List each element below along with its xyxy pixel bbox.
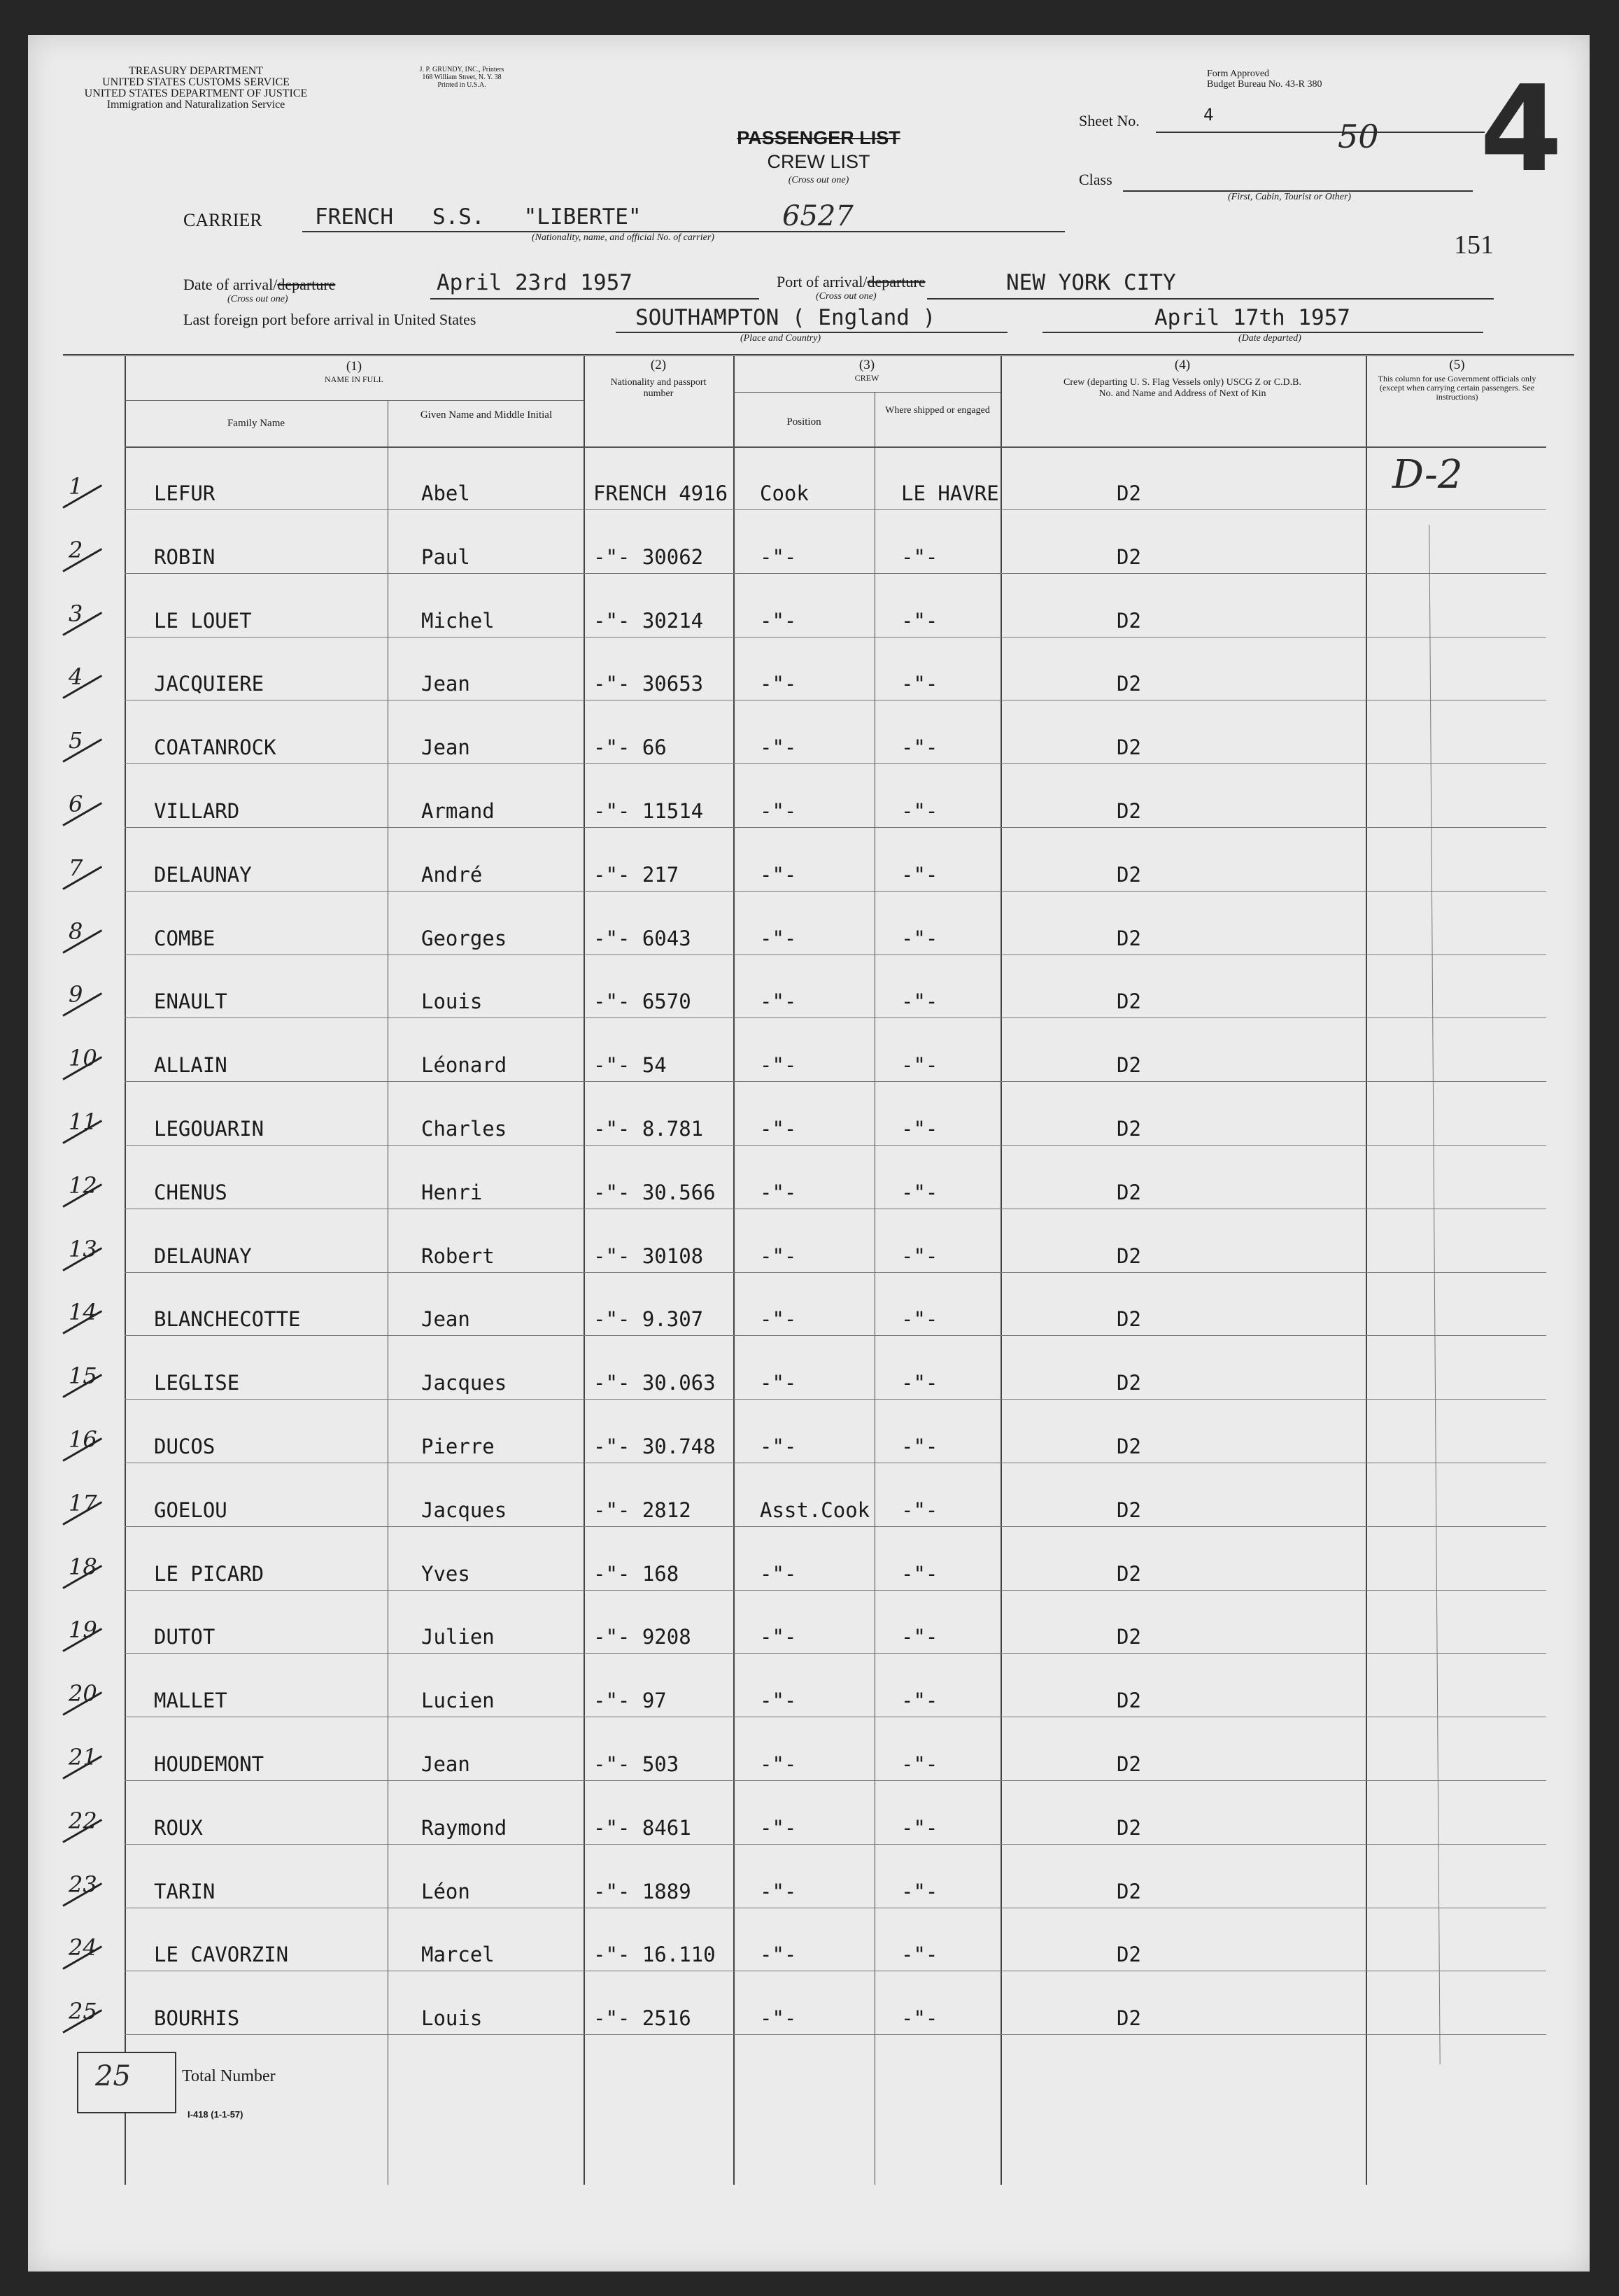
given-name-cell: Jacques <box>421 1498 507 1522</box>
carrier-label: CARRIER <box>183 210 262 230</box>
date-departure-struck: departure <box>277 276 336 293</box>
port-hint: (Cross out one) <box>816 291 877 302</box>
shipped-cell: -"- <box>901 1435 938 1458</box>
shipped-cell: -"- <box>901 1625 938 1649</box>
row-number: 11 <box>69 1108 97 1135</box>
passport-cell: -"- 54 <box>593 1053 667 1078</box>
col3-heading <box>733 358 1001 385</box>
shipped-cell: -"- <box>901 1498 938 1522</box>
row-number: 20 <box>69 1680 97 1707</box>
position-cell: -"- <box>760 1180 797 1204</box>
shipped-cell: -"- <box>901 1752 938 1776</box>
next-of-kin-cell: D2 <box>1117 481 1141 505</box>
row-rule <box>125 637 1546 638</box>
col5-handwritten: D-2 <box>1392 452 1463 498</box>
next-of-kin-cell: D2 <box>1117 1815 1141 1840</box>
row-number: 4 <box>69 663 83 691</box>
next-of-kin-cell: D2 <box>1117 672 1141 696</box>
passport-cell: -"- 30062 <box>593 544 704 569</box>
position-cell: -"- <box>760 1689 797 1713</box>
family-name-cell: BLANCHECOTTE <box>154 1307 301 1332</box>
row-rule <box>125 1399 1546 1400</box>
family-name-cell: ALLAIN <box>154 1053 227 1078</box>
row-number: 8 <box>69 917 83 945</box>
cross-out-hint: (Cross out one) <box>788 175 849 185</box>
next-of-kin-cell: D2 <box>1117 1561 1141 1586</box>
family-name-cell: DUCOS <box>154 1435 215 1458</box>
passport-cell: -"- 8.781 <box>593 1117 704 1141</box>
shipped-cell: -"- <box>901 862 938 887</box>
position-cell: -"- <box>760 1943 797 1967</box>
given-name-cell: Julien <box>421 1625 495 1649</box>
row-rule <box>125 891 1546 892</box>
row-number: 18 <box>69 1553 97 1580</box>
position-cell: -"- <box>760 989 797 1014</box>
family-name-cell: LEGOUARIN <box>154 1117 264 1141</box>
passport-cell: -"- 1889 <box>593 1879 691 1903</box>
shipped-cell: -"- <box>901 799 938 823</box>
printer-block <box>392 66 532 89</box>
passport-cell: -"- 30.063 <box>593 1371 716 1395</box>
family-name-cell: LE LOUET <box>154 608 252 633</box>
sheet-label: Sheet No. <box>1079 112 1140 129</box>
position-cell: -"- <box>760 862 797 887</box>
row-number: 13 <box>69 1235 97 1262</box>
row-number: 1 <box>69 473 83 500</box>
given-name-cell: Jean <box>421 1752 470 1776</box>
family-name-cell: COMBE <box>154 926 215 950</box>
row-rule <box>125 1526 1546 1527</box>
position-cell: -"- <box>760 926 797 950</box>
passport-cell: -"- 2516 <box>593 2006 691 2031</box>
position-cell: -"- <box>760 1307 797 1332</box>
col3-subhead-rule <box>733 392 1001 393</box>
agency-line: TREASURY DEPARTMENT <box>128 65 264 77</box>
given-name-cell: Armand <box>421 799 495 823</box>
position-cell: Cook <box>760 481 809 505</box>
sheet-underline <box>1156 132 1485 133</box>
shipped-cell: -"- <box>901 1053 938 1078</box>
col3b-heading: Where shipped or engaged <box>885 405 990 416</box>
family-name-cell: BOURHIS <box>154 2006 240 2031</box>
row-rule <box>125 763 1546 764</box>
given-name-cell: Raymond <box>421 1815 507 1840</box>
sheet-handwritten: 50 <box>1338 118 1379 155</box>
family-name-cell: LE CAVORZIN <box>154 1943 289 1967</box>
next-of-kin-cell: D2 <box>1117 1244 1141 1268</box>
given-name-cell: Jacques <box>421 1371 507 1395</box>
passport-cell: -"- 30.566 <box>593 1180 716 1204</box>
next-of-kin-cell: D2 <box>1117 1689 1141 1713</box>
family-name-cell: JACQUIERE <box>154 672 264 696</box>
row-number: 22 <box>69 1807 97 1834</box>
date-departed-hint: (Date departed) <box>1238 333 1301 344</box>
date-arrival-label <box>183 276 335 294</box>
family-name-cell: MALLET <box>154 1689 227 1713</box>
position-cell: -"- <box>760 1879 797 1903</box>
shipped-cell: -"- <box>901 926 938 950</box>
col1-number: (1) <box>346 359 362 374</box>
position-cell: -"- <box>760 672 797 696</box>
col4-title: Crew (departing U. S. Flag Vessels only) USCG Z or C.D.B. No. and Name and Address of Next of Kin <box>1063 377 1302 399</box>
agency-block <box>70 66 322 111</box>
shipped-cell: -"- <box>901 1561 938 1586</box>
col5-title: This column for use Government officials only (except when carrying certain passengers. See instructions) <box>1378 374 1536 402</box>
col4-number: (4) <box>1174 358 1191 372</box>
given-name-cell: Louis <box>421 2006 483 2031</box>
passport-cell: -"- 503 <box>593 1752 679 1776</box>
col5-number: (5) <box>1449 358 1465 372</box>
next-of-kin-cell: D2 <box>1117 989 1141 1014</box>
position-cell: -"- <box>760 1117 797 1141</box>
passenger-list-title: PASSENGER LIST <box>737 127 900 148</box>
given-name-cell: Léon <box>421 1879 470 1903</box>
col2-heading <box>588 358 729 400</box>
shipped-cell: -"- <box>901 2006 938 2031</box>
position-cell: -"- <box>760 735 797 760</box>
col1-heading <box>125 360 584 386</box>
col-divider <box>125 355 126 2185</box>
position-cell: -"- <box>760 608 797 633</box>
shipped-cell: -"- <box>901 544 938 569</box>
passport-cell: -"- 9.307 <box>593 1307 704 1332</box>
last-port-value: SOUTHAMPTON ( England ) <box>635 305 936 330</box>
agency-line: Immigration and Naturalization Service <box>106 99 285 111</box>
total-label: Total Number <box>182 2067 276 2085</box>
row-rule <box>125 573 1546 574</box>
port-departure-struck: departure <box>867 273 926 290</box>
next-of-kin-cell: D2 <box>1117 1879 1141 1903</box>
row-rule <box>125 1272 1546 1273</box>
shipped-cell: -"- <box>901 1943 938 1967</box>
printer-line: J. P. GRUNDY, INC., Printers <box>419 66 504 73</box>
given-name-cell: Jean <box>421 1307 470 1332</box>
next-of-kin-cell: D2 <box>1117 1943 1141 1967</box>
passport-cell: FRENCH 4916 <box>593 481 728 505</box>
passport-cell: -"- 2812 <box>593 1498 691 1522</box>
date-arrival-value: April 23rd 1957 <box>437 270 632 295</box>
row-rule <box>125 1017 1546 1018</box>
class-label: Class <box>1079 171 1112 188</box>
date-arrival-underline <box>430 298 759 300</box>
col2-title: Nationality and passport number <box>610 377 707 399</box>
given-name-cell: Louis <box>421 989 483 1014</box>
row-rule <box>125 1590 1546 1591</box>
family-name-cell: VILLARD <box>154 799 240 823</box>
family-name-cell: DELAUNAY <box>154 862 252 887</box>
next-of-kin-cell: D2 <box>1117 1307 1141 1332</box>
form-code: I-418 (1-1-57) <box>188 2109 243 2120</box>
shipped-cell: -"- <box>901 989 938 1014</box>
given-name-cell: André <box>421 862 483 887</box>
col-divider <box>1001 355 1002 2185</box>
row-number: 5 <box>69 727 83 754</box>
col4-heading <box>1063 358 1301 400</box>
shipped-cell: -"- <box>901 735 938 760</box>
given-name-cell: Robert <box>421 1244 495 1268</box>
port-arrival-text: Port of arrival/ <box>777 273 868 290</box>
table-top-rule <box>63 354 1574 356</box>
given-name-cell: Paul <box>421 544 470 569</box>
row-number: 19 <box>69 1617 97 1644</box>
row-rule <box>125 1844 1546 1845</box>
row-number: 16 <box>69 1426 97 1453</box>
family-name-cell: LEFUR <box>154 481 215 505</box>
next-of-kin-cell: D2 <box>1117 1180 1141 1204</box>
shipped-cell: -"- <box>901 1117 938 1141</box>
next-of-kin-cell: D2 <box>1117 1435 1141 1458</box>
family-name-cell: COATANROCK <box>154 735 276 760</box>
row-number: 21 <box>69 1744 97 1770</box>
given-name-cell: Charles <box>421 1117 507 1141</box>
col3a-heading: Position <box>786 416 821 428</box>
given-name-cell: Lucien <box>421 1689 495 1713</box>
given-name-cell: Abel <box>421 481 470 505</box>
given-name-cell: Marcel <box>421 1943 495 1967</box>
page-number: 151 <box>1454 230 1494 260</box>
carrier-hint: (Nationality, name, and official No. of carrier) <box>532 232 714 243</box>
passport-cell: -"- 8461 <box>593 1815 691 1840</box>
passport-cell: -"- 6570 <box>593 989 691 1014</box>
total-value: 25 <box>95 2060 131 2092</box>
col2-number: (2) <box>650 358 667 372</box>
next-of-kin-cell: D2 <box>1117 862 1141 887</box>
next-of-kin-cell: D2 <box>1117 1498 1141 1522</box>
shipped-cell: -"- <box>901 1244 938 1268</box>
family-name-cell: TARIN <box>154 1879 215 1903</box>
row-number: 9 <box>69 981 83 1008</box>
row-rule <box>125 1081 1546 1082</box>
col-divider <box>1366 355 1367 2185</box>
passport-cell: -"- 217 <box>593 862 679 887</box>
shipped-cell: -"- <box>901 1815 938 1840</box>
col-divider <box>733 355 735 2185</box>
position-cell: -"- <box>760 1625 797 1649</box>
position-cell: -"- <box>760 1435 797 1458</box>
row-number: 17 <box>69 1489 97 1516</box>
crew-list-title: CREW LIST <box>767 151 870 172</box>
next-of-kin-cell: D2 <box>1117 608 1141 633</box>
class-hint: (First, Cabin, Tourist or Other) <box>1228 192 1352 202</box>
passport-cell: -"- 97 <box>593 1689 667 1713</box>
given-name-cell: Henri <box>421 1180 483 1204</box>
passport-cell: -"- 30108 <box>593 1244 704 1268</box>
last-port-hint: (Place and Country) <box>740 333 821 344</box>
family-name-cell: DELAUNAY <box>154 1244 252 1268</box>
row-rule <box>125 1780 1546 1781</box>
port-arrival-underline <box>927 298 1494 300</box>
position-cell: -"- <box>760 799 797 823</box>
next-of-kin-cell: D2 <box>1117 1117 1141 1141</box>
position-cell: -"- <box>760 1053 797 1078</box>
family-name-cell: CHENUS <box>154 1180 227 1204</box>
document-page <box>28 35 1590 2272</box>
printer-line: 168 William Street, N. Y. 38 <box>422 73 502 81</box>
date-departed-value: April 17th 1957 <box>1154 305 1350 330</box>
given-name-cell: Yves <box>421 1561 470 1586</box>
big-sheet-number: 4 <box>1480 60 1563 199</box>
shipped-cell: -"- <box>901 1879 938 1903</box>
row-number: 10 <box>69 1045 97 1072</box>
family-name-cell: LEGLISE <box>154 1371 240 1395</box>
family-name-cell: HOUDEMONT <box>154 1752 264 1776</box>
date-arrival-text: Date of arrival/ <box>183 276 278 293</box>
row-rule <box>125 1335 1546 1336</box>
given-name-cell: Pierre <box>421 1435 495 1458</box>
sheet-number: 4 <box>1203 105 1214 125</box>
next-of-kin-cell: D2 <box>1117 735 1141 760</box>
row-rule <box>125 1145 1546 1146</box>
position-cell: -"- <box>760 1752 797 1776</box>
family-name-cell: LE PICARD <box>154 1561 264 1586</box>
family-name-cell: ENAULT <box>154 989 227 1014</box>
shipped-cell: -"- <box>901 1371 938 1395</box>
next-of-kin-cell: D2 <box>1117 1371 1141 1395</box>
family-name-cell: DUTOT <box>154 1625 215 1649</box>
next-of-kin-cell: D2 <box>1117 799 1141 823</box>
col5-pen-mark <box>1429 525 1440 2064</box>
shipped-cell: -"- <box>901 1180 938 1204</box>
row-number: 14 <box>69 1299 97 1326</box>
col1-subhead-rule <box>125 400 584 401</box>
shipped-cell: -"- <box>901 1689 938 1713</box>
row-rule <box>125 827 1546 828</box>
shipped-cell: LE HAVRE <box>901 481 999 505</box>
family-name-cell: GOELOU <box>154 1498 227 1522</box>
passport-cell: -"- 6043 <box>593 926 691 950</box>
next-of-kin-cell: D2 <box>1117 926 1141 950</box>
row-number: 23 <box>69 1871 97 1898</box>
row-number: 7 <box>69 854 83 881</box>
position-cell: -"- <box>760 1244 797 1268</box>
col3-title: CREW <box>854 373 879 383</box>
row-rule <box>125 1653 1546 1654</box>
col1-title: NAME IN FULL <box>325 374 383 384</box>
col-divider <box>584 355 585 2185</box>
row-rule <box>125 2034 1546 2035</box>
form-line: Budget Bureau No. 43-R 380 <box>1207 79 1322 90</box>
position-cell: -"- <box>760 2006 797 2031</box>
agency-line: UNITED STATES DEPARTMENT OF JUSTICE <box>84 87 308 99</box>
next-of-kin-cell: D2 <box>1117 544 1141 569</box>
row-number: 15 <box>69 1362 97 1390</box>
family-name-cell: ROBIN <box>154 544 215 569</box>
carrier-value: FRENCH S.S. "LIBERTE" <box>315 204 642 230</box>
passport-cell: -"- 9208 <box>593 1625 691 1649</box>
position-cell: -"- <box>760 1815 797 1840</box>
carrier-handwritten: 6527 <box>782 200 854 232</box>
last-port-label: Last foreign port before arrival in United States <box>183 311 476 328</box>
position-cell: Asst.Cook <box>760 1498 870 1522</box>
col1a-heading: Family Name <box>227 418 285 429</box>
given-name-cell: Michel <box>421 608 495 633</box>
shipped-cell: -"- <box>901 1307 938 1332</box>
position-cell: -"- <box>760 1561 797 1586</box>
port-arrival-label <box>777 273 926 291</box>
form-line: Form Approved <box>1207 69 1270 79</box>
row-number: 6 <box>69 791 83 817</box>
row-number: 2 <box>69 536 83 563</box>
next-of-kin-cell: D2 <box>1117 1053 1141 1078</box>
passport-cell: -"- 16.110 <box>593 1943 716 1967</box>
col5-heading <box>1371 358 1543 402</box>
position-cell: -"- <box>760 544 797 569</box>
next-of-kin-cell: D2 <box>1117 2006 1141 2031</box>
passport-cell: -"- 30.748 <box>593 1435 716 1458</box>
passport-cell: -"- 66 <box>593 735 667 760</box>
passport-cell: -"- 168 <box>593 1561 679 1586</box>
col3-number: (3) <box>858 358 875 372</box>
given-name-cell: Georges <box>421 926 507 950</box>
next-of-kin-cell: D2 <box>1117 1752 1141 1776</box>
row-number: 12 <box>69 1171 97 1199</box>
passport-cell: -"- 30653 <box>593 672 704 696</box>
next-of-kin-cell: D2 <box>1117 1625 1141 1649</box>
given-name-cell: Léonard <box>421 1053 507 1078</box>
row-number: 25 <box>69 1998 97 2025</box>
family-name-cell: ROUX <box>154 1815 203 1840</box>
agency-line: UNITED STATES CUSTOMS SERVICE <box>102 76 290 88</box>
passport-cell: -"- 30214 <box>593 608 704 633</box>
row-rule <box>125 509 1546 510</box>
row-number: 3 <box>69 600 83 627</box>
shipped-cell: -"- <box>901 608 938 633</box>
row-number: 24 <box>69 1934 97 1962</box>
col1b-heading: Given Name and Middle Initial <box>420 409 553 421</box>
position-cell: -"- <box>760 1371 797 1395</box>
form-approval <box>1207 69 1322 90</box>
passport-cell: -"- 11514 <box>593 799 704 823</box>
given-name-cell: Jean <box>421 735 470 760</box>
printer-line: Printed in U.S.A. <box>437 81 486 89</box>
given-name-cell: Jean <box>421 672 470 696</box>
arrival-hint: (Cross out one) <box>227 294 288 304</box>
shipped-cell: -"- <box>901 672 938 696</box>
table-head-bottom-rule <box>125 446 1546 448</box>
port-arrival-value: NEW YORK CITY <box>1006 270 1176 295</box>
